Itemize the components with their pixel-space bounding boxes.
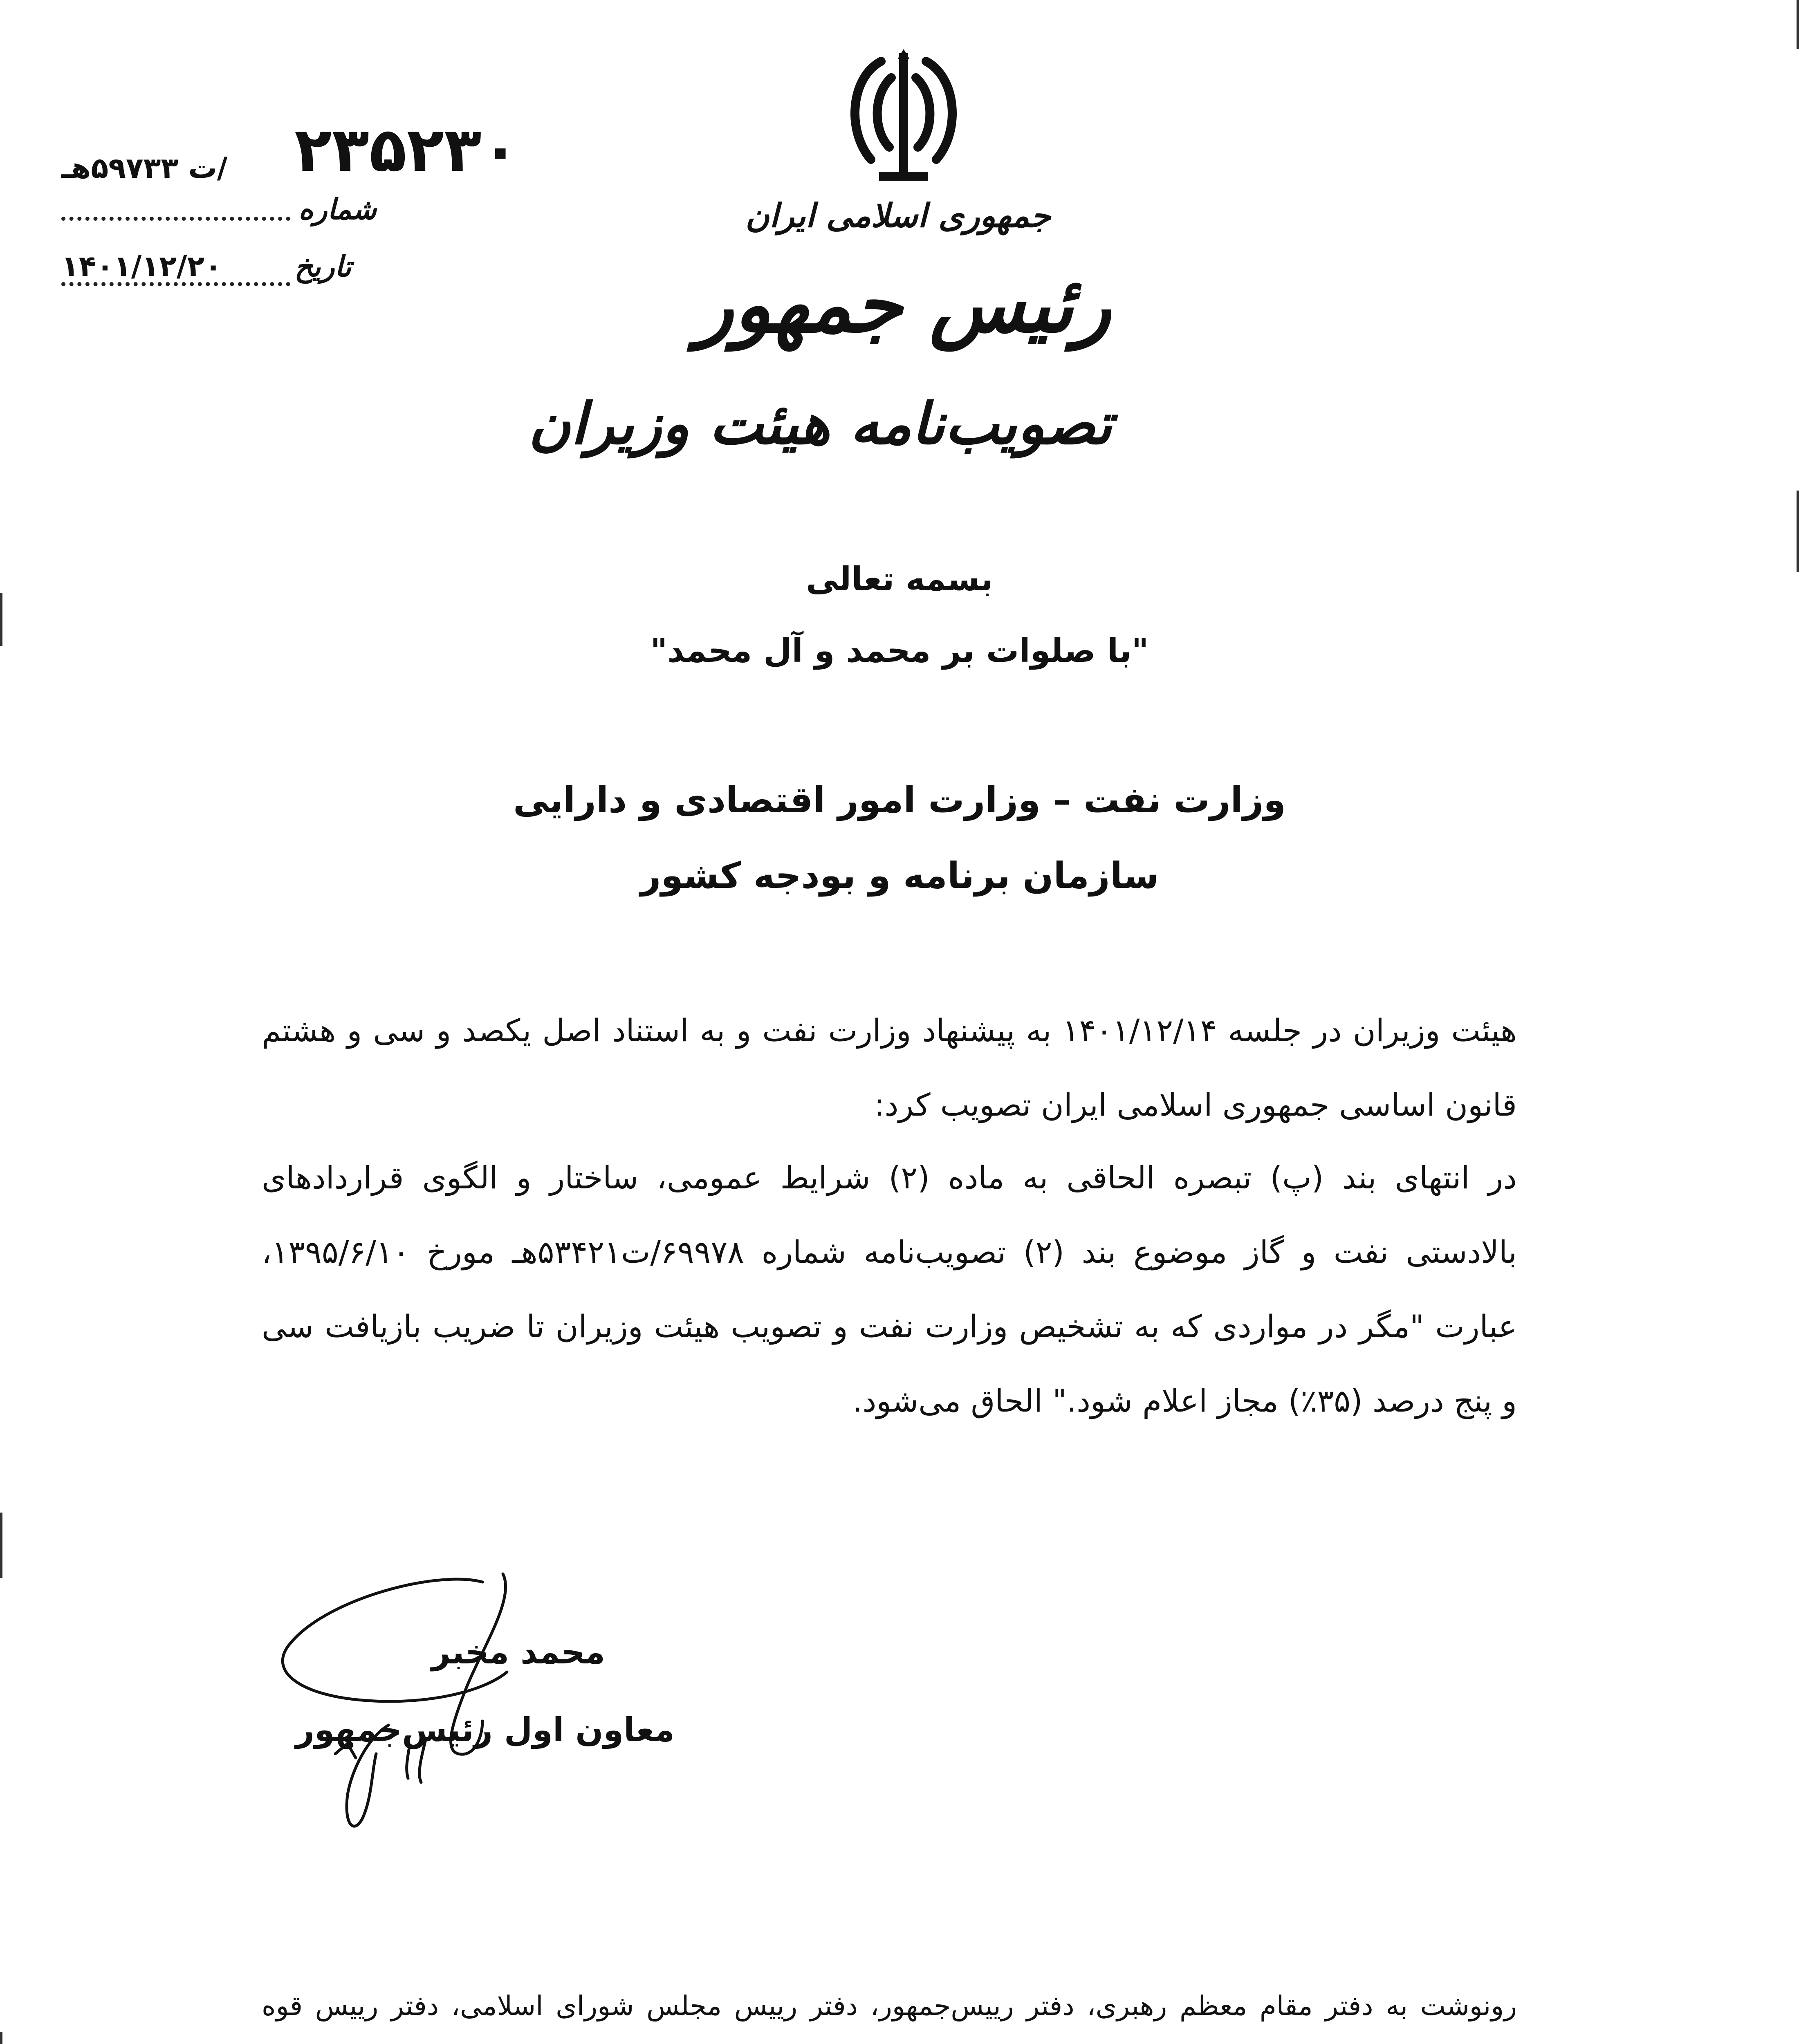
reference-number-dots bbox=[61, 217, 290, 221]
reference-code: /ت ۵۹۷۳۳هـ bbox=[61, 151, 228, 185]
iran-emblem-icon bbox=[842, 49, 965, 184]
salutation-bismillah: بسمه تعالی bbox=[806, 560, 993, 598]
reference-block bbox=[61, 114, 552, 327]
signer-title: معاون اول رئیس‌جمهور bbox=[295, 1711, 675, 1749]
recipient-ministries: وزارت نفت – وزارت امور اقتصادی و دارایی bbox=[513, 779, 1286, 821]
reference-date-dots bbox=[61, 282, 290, 286]
reference-date-value: ۱۴۰۱/۱۲/۲۰ bbox=[61, 249, 222, 283]
body-paragraph-2: در انتهای بند (پ) تبصره الحاقی به ماده (۲) شرایط عمومی، ساختار و الگوی قراردادهای بالادستی نفت و گاز موضوع بند (۲) تصویب‌نامه شماره ۶۹۹۷۸/ت۵۳۴۲۱هـ مورخ ۱۳۹۵/۶/۱۰، عبارت "مگر در مواردی که به تشخیص وزارت نفت و تصویب هیئت وزیران تا ضریب بازیافت سی و پنج درصد (۳۵٪) مجاز اعلام شود." الحاق می‌شود. bbox=[262, 1159, 1517, 1419]
reference-big-number: ۲۳۵۲۳۰ bbox=[294, 114, 519, 186]
header-approval: تصویب‌نامه هیئت وزیران bbox=[528, 390, 1112, 457]
reference-number-label: شماره bbox=[298, 192, 377, 226]
scan-edge-mark bbox=[1797, 0, 1799, 49]
scan-edge-mark bbox=[0, 2032, 2, 2044]
header-republic: جمهوری اسلامی ایران bbox=[745, 196, 1051, 235]
signer-name: محمد مخبر bbox=[431, 1633, 605, 1671]
scan-edge-mark bbox=[0, 593, 2, 646]
recipient-budget-org: سازمان برنامه و بودجه کشور bbox=[640, 854, 1159, 896]
scan-edge-mark bbox=[0, 1513, 2, 1578]
reference-date-label: تاریخ bbox=[294, 249, 352, 283]
header-president: رئیس جمهور bbox=[696, 259, 1111, 350]
copies-distribution: رونوشت به دفتر مقام معظم رهبری، دفتر رییس‌جمهور، دفتر رییس مجلس شورای اسلامی، دفتر رییس قوه bbox=[262, 1990, 1517, 2022]
body-paragraph-1: هیئت وزیران در جلسه ۱۴۰۱/۱۲/۱۴ به پیشنهاد وزارت نفت و به استناد اصل یکصد و سی و هشتم قانون اساسی جمهوری اسلامی ایران تصویب کرد: bbox=[262, 1012, 1517, 1123]
salutation-salawat: "با صلوات بر محمد و آل محمد" bbox=[650, 632, 1149, 670]
scan-edge-mark bbox=[1797, 491, 1799, 572]
